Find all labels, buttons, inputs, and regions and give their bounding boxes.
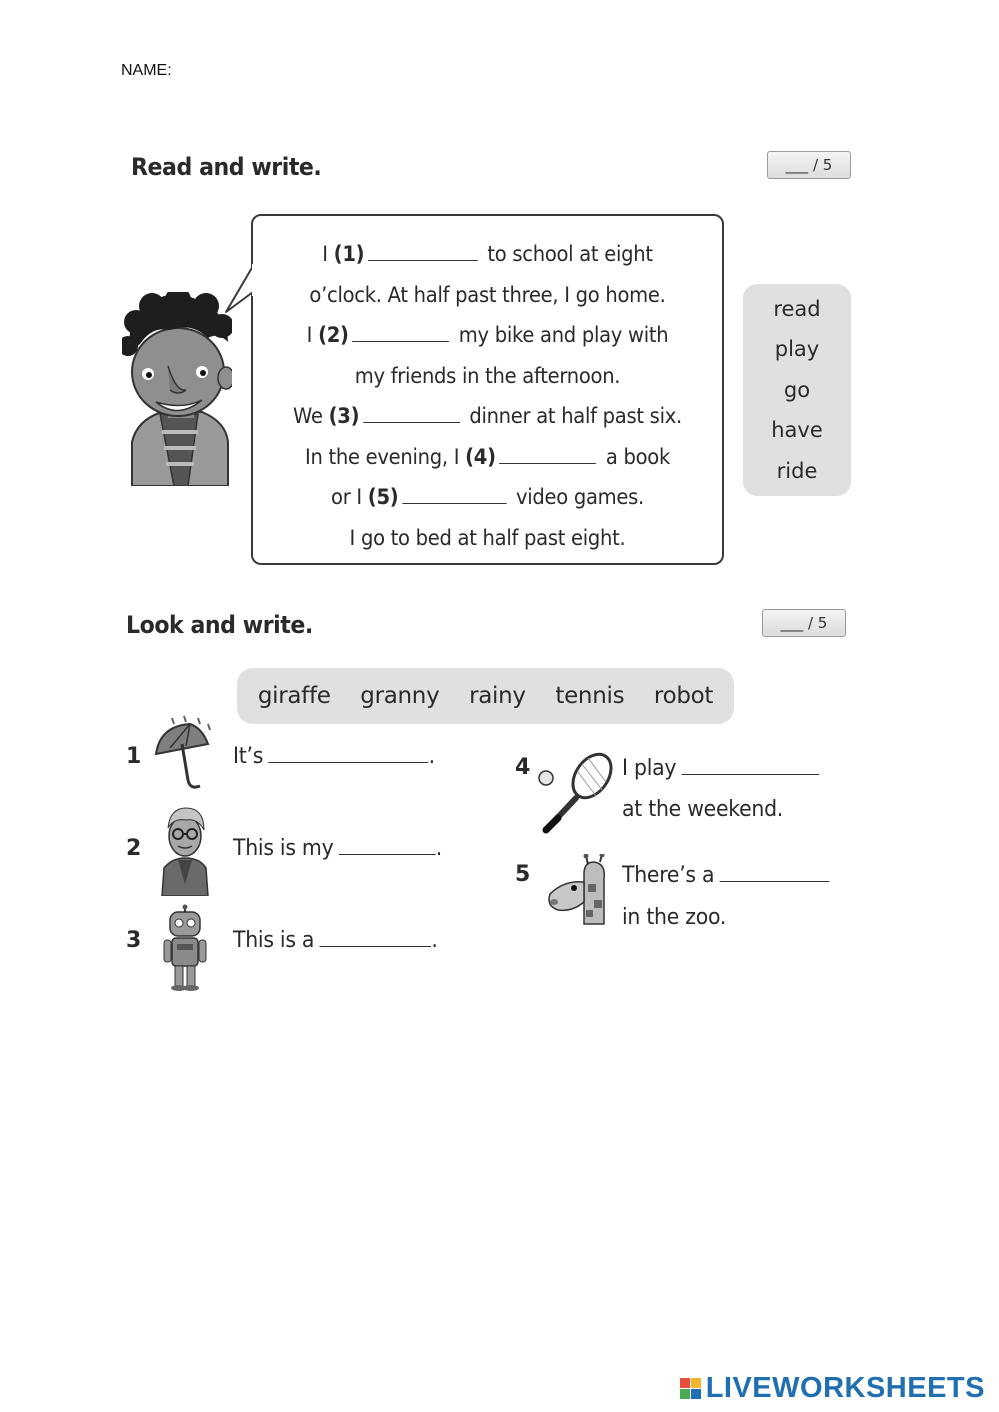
section2-score: ___ / 5 xyxy=(780,614,828,632)
item5-answer-line[interactable] xyxy=(720,861,830,882)
bubble-line-2 xyxy=(269,275,705,316)
blank-number-1: (1) xyxy=(333,242,365,266)
line2-text: o’clock. At half past three, I go home. xyxy=(309,282,666,307)
bubble-line-3 xyxy=(269,315,705,356)
item3-answer-line[interactable] xyxy=(320,926,432,947)
item3-text xyxy=(233,926,438,953)
word-bank-item: giraffe xyxy=(257,683,331,709)
blank-5[interactable] xyxy=(402,485,506,504)
blank-3[interactable] xyxy=(363,404,460,423)
word-bank-item: tennis xyxy=(555,683,625,709)
line5-post: dinner at half past six. xyxy=(463,404,682,428)
speech-bubble xyxy=(251,214,724,565)
item4-text2: at the weekend. xyxy=(622,797,784,822)
line3-pre: I xyxy=(306,323,319,347)
item2-answer-line[interactable] xyxy=(339,834,436,855)
blank-number-5: (5) xyxy=(367,485,399,509)
line6-pre: In the evening, I xyxy=(305,444,466,469)
item3-prefix: This is a xyxy=(233,928,315,953)
word-box-item: play xyxy=(774,337,820,362)
item1-prefix: It’s xyxy=(233,744,264,769)
section2-score-box xyxy=(762,609,846,637)
bubble-line-7 xyxy=(269,477,705,518)
robot-icon xyxy=(160,904,210,992)
line1-pre: I xyxy=(322,242,334,266)
umbrella-icon xyxy=(150,714,214,796)
section2-title: Look and write. xyxy=(126,611,313,639)
blank-4[interactable] xyxy=(500,445,597,464)
boy-illustration xyxy=(122,292,232,486)
section1-title: Read and write. xyxy=(131,153,322,181)
line3-post: my bike and play with xyxy=(452,323,669,347)
granny-icon xyxy=(158,804,212,896)
word-bank xyxy=(237,668,734,724)
giraffe-icon xyxy=(544,854,610,928)
item1-text xyxy=(233,742,435,769)
word-box-item: go xyxy=(783,377,811,402)
bubble-line-4 xyxy=(269,356,705,397)
liveworksheets-logo-icon xyxy=(680,1376,702,1402)
item-number-2: 2 xyxy=(126,836,142,861)
item5-text2: in the zoo. xyxy=(622,905,727,930)
line4-text: my friends in the afternoon. xyxy=(354,363,621,388)
blank-number-3: (3) xyxy=(328,404,360,428)
item4-prefix: I play xyxy=(622,756,677,781)
word-bank-item: granny xyxy=(360,683,440,709)
liveworksheets-logo-text: LIVEWORKSHEETS xyxy=(705,1372,985,1404)
line7-pre: or I xyxy=(331,485,368,509)
item1-answer-line[interactable] xyxy=(269,742,429,763)
item-number-3: 3 xyxy=(126,928,142,953)
item-number-4: 4 xyxy=(515,755,531,780)
item3-end: . xyxy=(431,928,438,953)
blank-2[interactable] xyxy=(352,323,449,342)
bubble-line-1 xyxy=(269,234,705,275)
blank-number-2: (2) xyxy=(318,323,349,347)
line6-post: a book xyxy=(599,444,670,469)
section1-score: ___ / 5 xyxy=(785,156,833,174)
item-number-5: 5 xyxy=(515,862,531,887)
line7-post: video games. xyxy=(510,485,644,509)
item2-prefix: This is my xyxy=(233,836,334,861)
item1-end: . xyxy=(428,744,435,769)
item5-text xyxy=(622,861,830,888)
bubble-line-5 xyxy=(269,396,705,437)
item2-end: . xyxy=(435,836,442,861)
bubble-line-8 xyxy=(269,518,705,559)
liveworksheets-logo xyxy=(680,1372,985,1405)
word-box-item: read xyxy=(773,296,821,321)
item-number-1: 1 xyxy=(126,744,142,769)
item4-text xyxy=(622,754,819,781)
line8-text: I go to bed at half past eight. xyxy=(349,525,626,550)
word-box-item: have xyxy=(771,418,823,443)
bubble-tail xyxy=(222,262,256,316)
item5-prefix: There’s a xyxy=(622,863,715,888)
line1-post: to school at eight xyxy=(481,242,653,266)
word-bank-item: rainy xyxy=(469,683,526,709)
tennis-racket-icon xyxy=(536,750,616,836)
blank-number-4: (4) xyxy=(465,444,496,469)
section1-score-box xyxy=(767,151,851,179)
name-label: NAME: xyxy=(121,62,172,79)
item2-text xyxy=(233,834,442,861)
word-box xyxy=(743,284,851,496)
line5-pre: We xyxy=(293,404,329,428)
blank-1[interactable] xyxy=(368,242,478,261)
word-box-item: ride xyxy=(776,458,818,483)
word-bank-item: robot xyxy=(653,683,714,709)
bubble-line-6 xyxy=(269,437,705,478)
item4-answer-line[interactable] xyxy=(682,754,820,775)
